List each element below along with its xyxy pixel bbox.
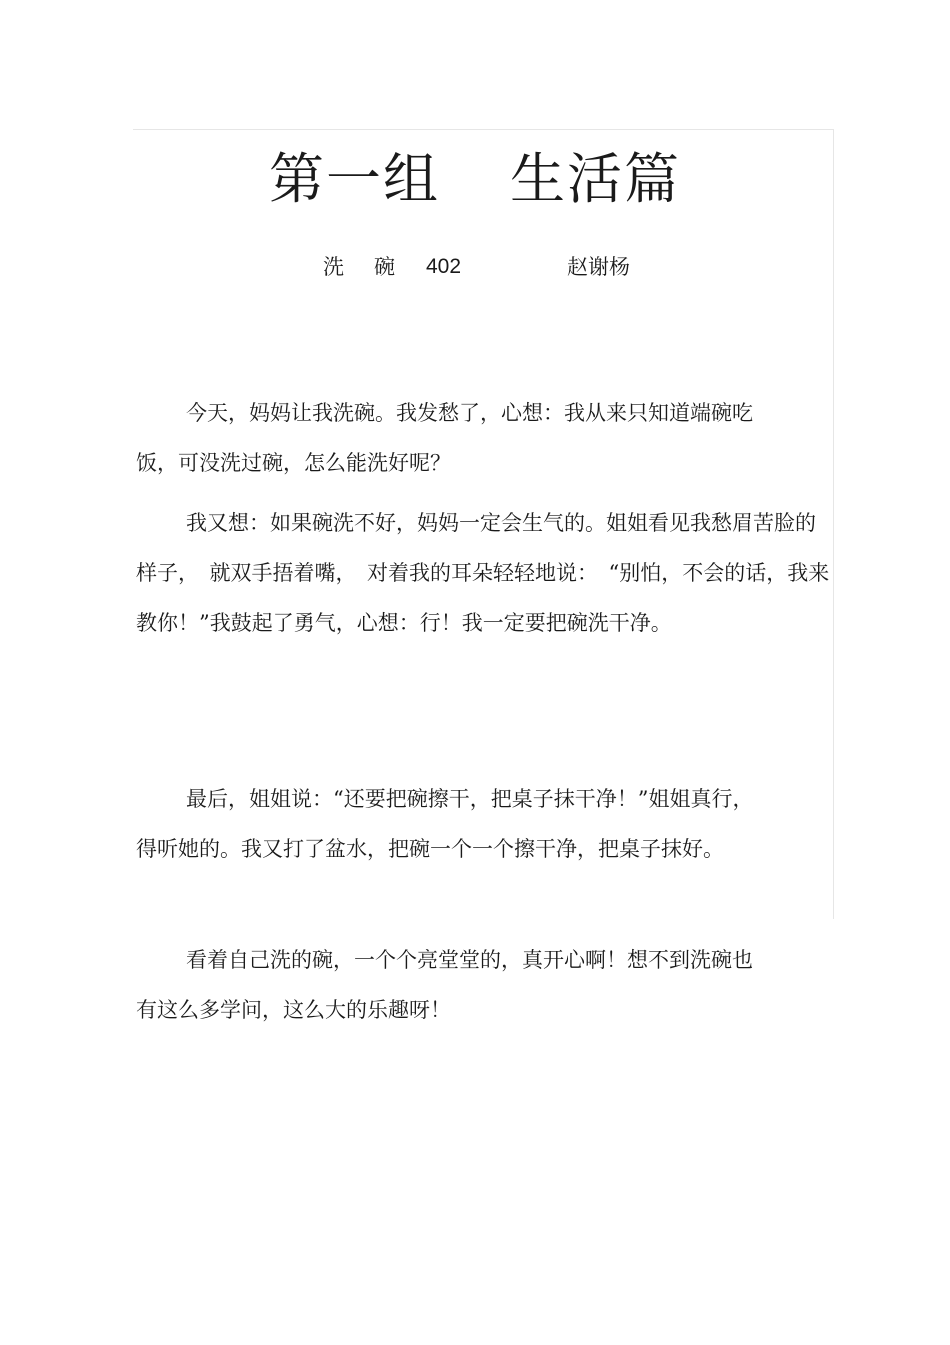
subtitle-char-2: 碗 (374, 255, 395, 279)
author-name: 赵谢杨 (567, 255, 630, 279)
page-border-right (833, 129, 834, 919)
paragraph-3: 最后，姐姐说：“还要把碗擦干，把桌子抹干净！”姐姐真行，得听她的。我又打了盆水，把碗一个一个擦干净，把桌子抹好。 (136, 787, 754, 861)
title-group: 第一组 (268, 147, 440, 211)
subtitle-char-1: 洗 (323, 255, 344, 279)
paragraph-2: 我又想：如果碗洗不好，妈妈一定会生气的。姐姐看见我愁眉苦脸的样子， 就双手捂着嘴， 对着我的耳朵轻轻地说： “别怕，不会的话，我来教你！”我鼓起了勇气，心想：行！我一定要把碗洗干净。 (136, 511, 830, 635)
title-theme: 生活篇 (510, 147, 682, 211)
paragraph-4: 看着自己洗的碗，一个个亮堂堂的，真开心啊！想不到洗碗也有这么多学问，这么大的乐趣呀！ (136, 948, 753, 1022)
document-title (0, 144, 950, 214)
paragraph-1: 今天，妈妈让我洗碗。我发愁了，心想：我从来只知道端碗吃饭，可没洗过碗，怎么能洗好呢？ (136, 401, 753, 475)
subtitle-number: 402 (426, 255, 462, 278)
page-border-top (133, 129, 834, 130)
